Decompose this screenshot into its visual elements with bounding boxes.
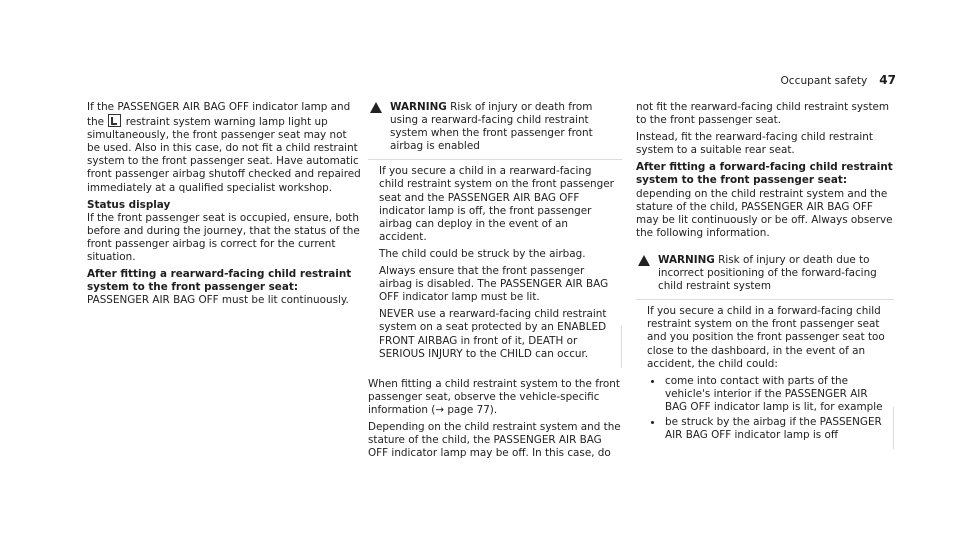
- warning-label: WARNING: [390, 101, 447, 113]
- list-item: come into contact with parts of the vehicle's interior if the PASSENGER AIR BAG OFF indicator lamp is lit, for example: [647, 375, 886, 414]
- forward-facing-text: depending on the child restraint system and the stature of the child, PASSENGER AIR BAG OFF may be lit continuously or be off. Always observe the following information.: [636, 187, 893, 239]
- warning-title: Risk of injury or death due to incorrect positioning of the forward-facing child restraint system: [658, 253, 877, 293]
- warning-text: NEVER use a rearward-facing child restraint system on a seat protected by an ENABLED FRONT AIRBAG in front of it, DEATH or SERIOUS INJURY to the CHILD can occur.: [379, 308, 607, 360]
- rearward-facing-text: PASSENGER AIR BAG OFF must be lit continuously.: [87, 294, 349, 307]
- warning-text: If you secure a child in a forward-facing child restraint system on the front passenger seat and you position the front passenger seat too close to the dashboard, in the event of an accident, the child could:: [647, 305, 885, 370]
- warning-label: WARNING: [658, 253, 715, 266]
- warning-text: Always ensure that the front passenger airbag is disabled. The PASSENGER AIR BAG OFF indicator lamp must be lit.: [379, 265, 609, 304]
- column-1: [87, 101, 362, 307]
- depending-paragraph: Depending on the child restraint system and the stature of the child, the PASSENGER AIR BAG OFF indicator lamp may be off. In this case, do: [368, 420, 621, 460]
- fitting-info-paragraph: When fitting a child restraint system to the front passenger seat, observe the vehicle-specific information (→ page 77).: [368, 377, 620, 416]
- instead-paragraph: Instead, fit the rearward-facing child restraint system to a suitable rear seat.: [636, 131, 873, 157]
- page-number: 47: [879, 73, 896, 87]
- warning-body: [636, 300, 894, 449]
- warning-box-forward: [636, 254, 894, 449]
- airbag-off-paragraph: If the PASSENGER AIR BAG OFF indicator lamp and the restraint system warning lamp light up simultaneously, the front passenger seat may not be used. Also in this case, do not fit a child restraint system to the front passenger seat. Have automatic front passenger airbag shutoff checked and repaired immediately at a qualified specialist workshop.: [87, 101, 361, 194]
- warning-box-rearward: [368, 101, 622, 368]
- forward-facing-heading: After fitting a forward-facing child restraint system to the front passenger seat:: [636, 161, 893, 187]
- forward-facing-paragraph: [636, 161, 894, 240]
- warning-header: [636, 254, 894, 300]
- restraint-system-warning-icon: [108, 114, 121, 127]
- status-display-text: If the front passenger seat is occupied, ensure, both before and during the journey, that the status of the front passenger airbag is correct for the current situation.: [87, 211, 360, 264]
- column-2: [368, 101, 622, 460]
- warning-header: [368, 101, 622, 160]
- section-title: Occupant safety: [780, 75, 868, 87]
- warning-triangle-icon: [638, 255, 650, 266]
- column-3: [636, 101, 894, 449]
- status-display-heading: Status display: [87, 198, 171, 211]
- rearward-facing-heading: After fitting a rearward-facing child restraint system to the front passenger seat:: [87, 268, 352, 294]
- continuation-paragraph: not fit the rearward-facing child restraint system to the front passenger seat.: [636, 101, 890, 127]
- warning-text: If you secure a child in a rearward-facing child restraint system on the front passenger seat and the PASSENGER AIR BAG OFF indicator lamp is off, the front passenger airbag can deploy in the event of an accident.: [379, 165, 614, 243]
- warning-body: [368, 160, 622, 367]
- page-header: [780, 74, 896, 88]
- warning-triangle-icon: [370, 102, 382, 113]
- warning-text: The child could be struck by the airbag.: [379, 247, 586, 260]
- warning-bullet-list: [647, 375, 886, 442]
- list-item: be struck by the airbag if the PASSENGER AIR BAG OFF indicator lamp is off: [647, 416, 886, 442]
- warning-title: Risk of injury or death from using a rearward-facing child restraint system when the front passenger front airbag is enabled: [390, 101, 593, 153]
